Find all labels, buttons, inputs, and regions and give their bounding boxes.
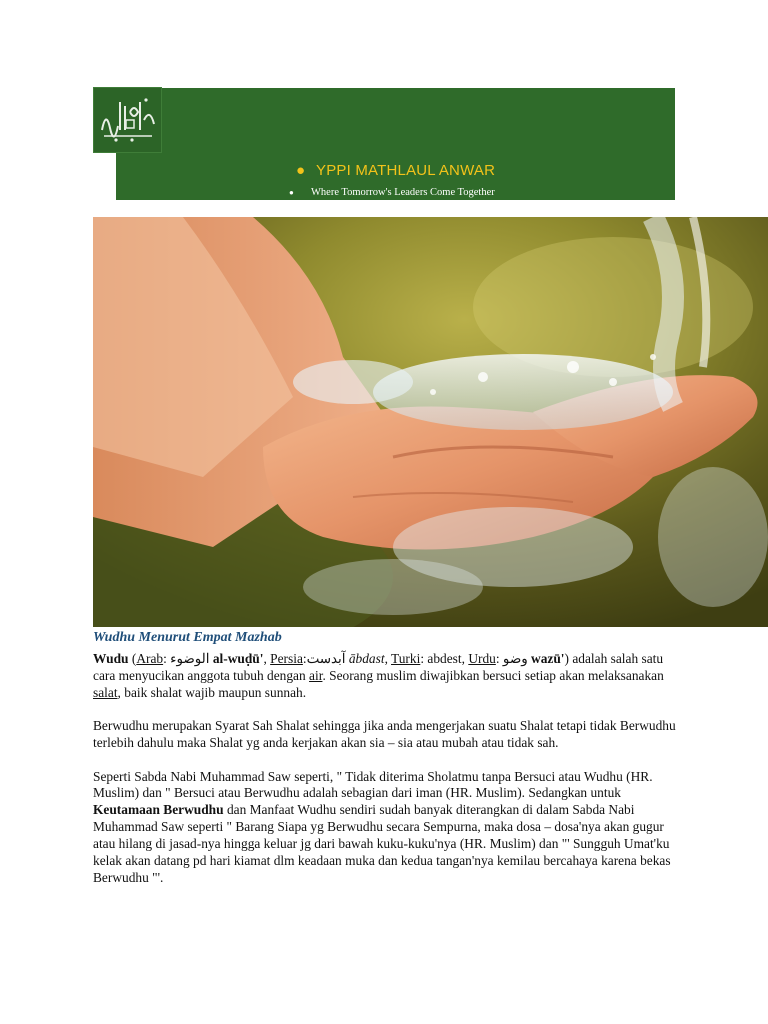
article-body xyxy=(93,651,683,903)
paragraph-3-text-a: Seperti Sabda Nabi Muhammad Saw seperti, " Tidak diterima Sholatmu tanpa Bersuci atau Wudhu (HR. Muslim) dan " Bersuci atau Berwudhu adalah sebagian dari iman (HR. Muslim). Sedangkan untuk xyxy=(93,768,653,801)
term-keutamaan-berwudhu: Keutamaan Berwudhu xyxy=(93,802,224,818)
bullet-icon: ● xyxy=(289,188,294,197)
term-wazu: wazū' xyxy=(531,651,565,666)
banner-tagline xyxy=(289,187,495,198)
term-abdest: abdest xyxy=(427,651,462,666)
paragraph-1: Wudu (Arab: الوضوء al-wuḍū', Persia:آبدست ābdast, Turki: abdest, Urdu: وضو wazū') adalah salah satu cara menyucikan anggota tubuh dengan air. Seorang muslim diwajibkan bersuci setiap akan melaksanakan salat, baik shalat wajib maupun sunnah. xyxy=(93,651,664,700)
mathlaul-anwar-logo xyxy=(93,87,162,153)
term-wudu: Wudu xyxy=(93,651,129,666)
paragraph-1-text-b: . Seorang muslim diwajibkan bersuci setiap akan melaksanakan xyxy=(322,667,664,683)
link-salat[interactable]: salat xyxy=(93,684,118,700)
link-urdu[interactable]: Urdu xyxy=(468,651,496,666)
hands-water-photo xyxy=(93,217,768,627)
org-name: YPPI MATHLAUL ANWAR xyxy=(316,162,496,179)
link-turki[interactable]: Turki xyxy=(391,651,421,666)
paragraph-2: Berwudhu merupakan Syarat Sah Shalat sehingga jika anda mengerjakan suatu Shalat tetapi tidak Berwudhu terlebih dahulu maka Shalat yg anda kerjakan akan sia – sia atau mubah atau tidak sah. xyxy=(93,718,676,751)
term-abdast: ābdast xyxy=(348,651,385,666)
link-persia[interactable]: Persia xyxy=(270,651,303,666)
hands-water-image xyxy=(93,217,768,627)
header-banner xyxy=(116,88,675,200)
tagline-text: Where Tomorrow's Leaders Come Together xyxy=(311,187,495,198)
article-title: Wudhu Menurut Empat Mazhab xyxy=(93,630,282,645)
paragraph-1-text-c: , baik shalat wajib maupun sunnah. xyxy=(117,684,307,700)
urdu-script: وضو xyxy=(502,651,528,666)
paragraph-3 xyxy=(93,769,683,887)
arabic-script: الوضوء xyxy=(170,651,210,666)
logo-calligraphy-icon xyxy=(96,90,160,150)
link-arab[interactable]: Arab xyxy=(136,651,164,666)
term-al-wudu: al-wuḍū' xyxy=(212,651,264,666)
paragraph-1-text-a: ) adalah salah satu cara menyucikan anggota tubuh dengan xyxy=(93,651,664,683)
paragraph-3-text-b: dan Manfaat Wudhu sendiri sudah banyak diterangkan di dalam Sabda Nabi Muhammad Saw seperti " Barang Siapa yg Berwudhu secara Sempurna, maka dosa – dosa'nya akan gugur atau hilang di jasad-nya hingga keluar jg dari bawah kuku-kuku'nya (HR. Muslim) dan "' Sungguh Umat'ku kelak akan datang pd hari kiamat dlm keadaan muka dan kedua tangan'nya kemilau bercahaya karena bekas Berwudhu "'. xyxy=(93,802,671,885)
link-air[interactable]: air xyxy=(309,667,323,683)
banner-title xyxy=(296,162,495,179)
bullet-icon: ● xyxy=(296,162,306,179)
persian-script: آبدست xyxy=(306,651,346,666)
